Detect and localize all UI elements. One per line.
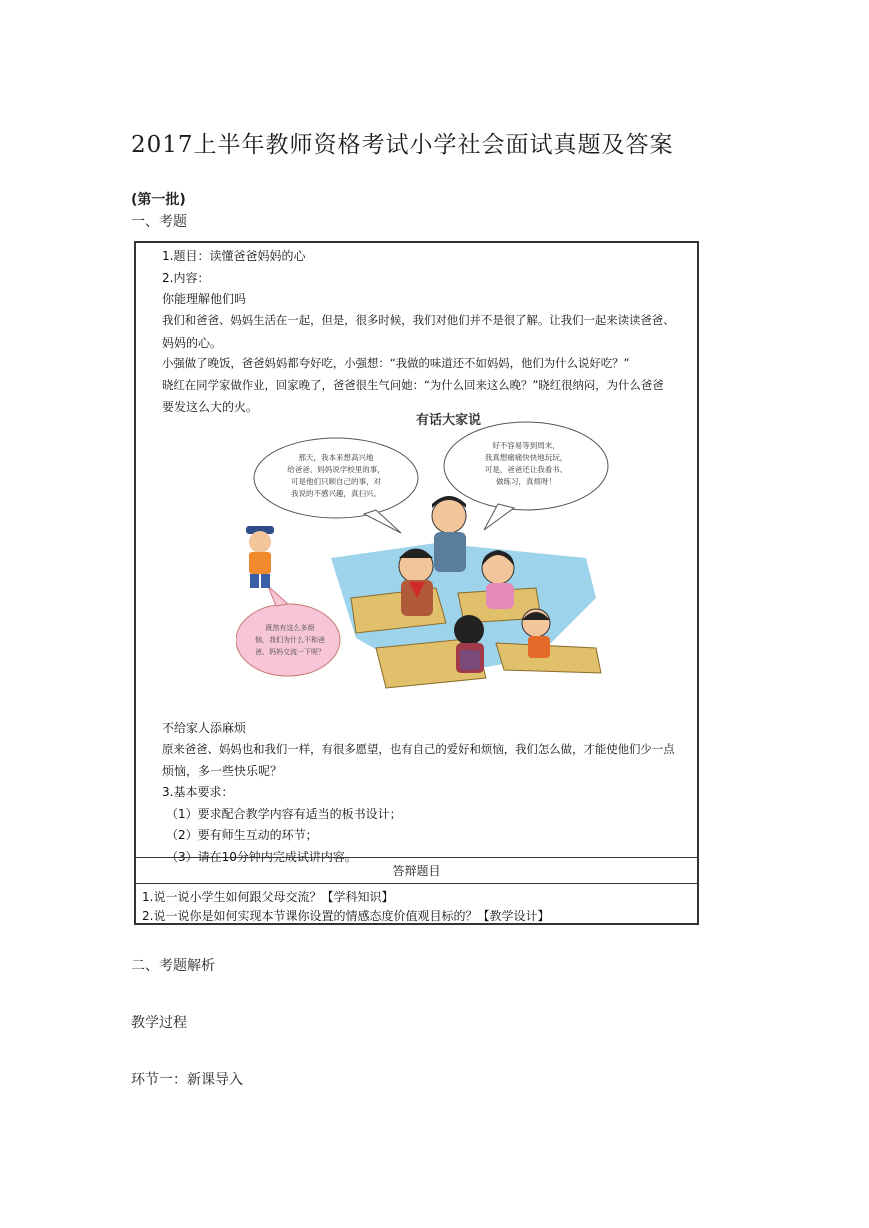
- requirement-3: （3）请在10分钟内完成试讲内容。: [166, 850, 357, 864]
- paragraph-3-line-2: 要发这么大的火。: [162, 400, 259, 414]
- bubble-pink-line: 恼，我们为什么不和爸: [255, 636, 325, 644]
- speech-bubble-pink: [236, 586, 340, 676]
- question-table: [134, 241, 699, 925]
- section-heading-analysis: 二、考题解析: [131, 958, 215, 974]
- lesson-heading-1: 你能理解他们吗: [162, 292, 247, 306]
- paragraph-4-line-1: 原来爸爸、妈妈也和我们一样，有很多愿望，也有自己的爱好和烦恼，我们怎么做，才能使他们少一点: [162, 742, 675, 756]
- paragraph-4-line-2: 烦恼，多一些快乐呢？: [162, 764, 283, 778]
- lesson-heading-2: 不给家人添麻烦: [162, 721, 247, 735]
- paragraph-1-line-2: 妈妈的心。: [162, 336, 223, 350]
- bubble-right-line: 我真想痛痛快快地玩玩，: [484, 453, 568, 462]
- bubble-pink-line: 既然有这么多烦: [265, 624, 315, 632]
- defense-header: 答辩题目: [392, 864, 441, 878]
- content-label: 2.内容：: [162, 271, 210, 285]
- page-title: 2017上半年教师资格考试小学社会面试真题及答案: [131, 132, 674, 158]
- requirements-label: 3.基本要求：: [162, 785, 234, 799]
- paragraph-1-line-1: 我们和爸爸、妈妈生活在一起，但是，很多时候，我们对他们并不是很了解。让我们一起来读读爸爸、: [162, 313, 675, 327]
- bubble-left-line: 可是他们只顾自己的事，对: [291, 477, 381, 486]
- boy-figure-small: [246, 526, 274, 588]
- paragraph-3-line-1: 晓红在同学家做作业，回家晚了，爸爸很生气问她：“为什么回来这么晚？”晓红很纳闷，为什么爸爸: [162, 378, 664, 392]
- defense-question-2: 2.说一说你是如何实现本节课你设置的情感态度价值观目标的？【教学设计】: [142, 909, 550, 923]
- section-heading-questions: 一、考题: [131, 214, 187, 230]
- bubble-right-line: 做练习，真烦呀！: [496, 477, 556, 486]
- requirement-2: （2）要有师生互动的环节；: [166, 828, 318, 842]
- bubble-left-line: 我说的不感兴趣，真扫兴。: [291, 489, 381, 498]
- teaching-process-heading: 教学过程: [131, 1015, 187, 1031]
- requirement-1: （1）要求配合教学内容有适当的板书设计；: [166, 807, 402, 821]
- question-topic: 1.题目：读懂爸爸妈妈的心: [162, 249, 306, 263]
- bubble-left-line: 给爸爸、妈妈说学校里的事，: [287, 465, 385, 474]
- link-1-heading: 环节一：新课导入: [131, 1072, 243, 1088]
- speech-bubble-right: [444, 422, 608, 530]
- bubble-right-line: 好不容易等到周末，: [492, 441, 560, 450]
- textbook-illustration: [236, 408, 616, 698]
- illustration-title: 有话大家说: [416, 413, 482, 428]
- bubble-left-line: 那天，我本来想高兴地: [298, 453, 374, 462]
- defense-question-1: 1.说一说小学生如何跟父母交流？【学科知识】: [142, 890, 394, 904]
- bubble-right-line: 可是，爸爸还让我看书、: [484, 465, 568, 474]
- paragraph-2: 小强做了晚饭，爸爸妈妈都夸好吃，小强想：“我做的味道还不如妈妈，他们为什么说好吃？”: [162, 356, 630, 370]
- bubble-pink-line: 爸、妈妈交流一下呢？: [255, 648, 325, 656]
- batch-label: (第一批): [131, 192, 186, 208]
- speech-bubble-left: [254, 438, 418, 533]
